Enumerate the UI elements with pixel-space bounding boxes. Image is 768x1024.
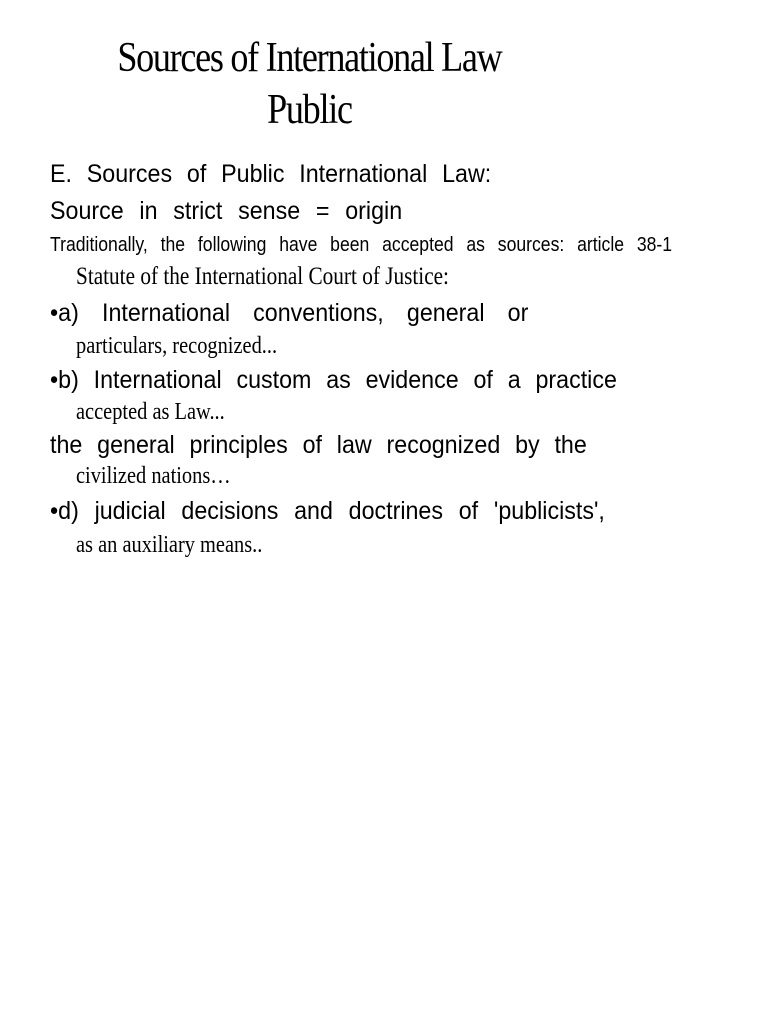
slide-title-line-2: Public — [267, 87, 352, 133]
list-item-c: the general principles of law recognized by the — [50, 431, 587, 459]
slide-title-line-1: Sources of International Law — [117, 35, 502, 81]
list-item-d: •d) judicial decisions and doctrines of 'publicists', — [50, 497, 605, 525]
list-item-a: •a) International conventions, general or — [50, 299, 529, 327]
source-definition: Source in strict sense = origin — [50, 197, 403, 225]
slide-title — [60, 32, 559, 136]
list-item-b-continuation: accepted as Law... — [76, 399, 225, 425]
list-item-b: •b) International custom as evidence of a practice — [50, 366, 617, 394]
section-heading: E. Sources of Public International Law: — [50, 160, 492, 188]
list-item-d-continuation: as an auxiliary means.. — [76, 532, 263, 558]
list-item-c-continuation: civilized nations… — [76, 463, 231, 489]
traditional-sources-line: Traditionally, the following have been accepted as sources: article 38-1 — [50, 234, 673, 256]
statute-line: Statute of the International Court of Justice: — [76, 263, 449, 290]
list-item-a-continuation: particulars, recognized... — [76, 333, 278, 359]
